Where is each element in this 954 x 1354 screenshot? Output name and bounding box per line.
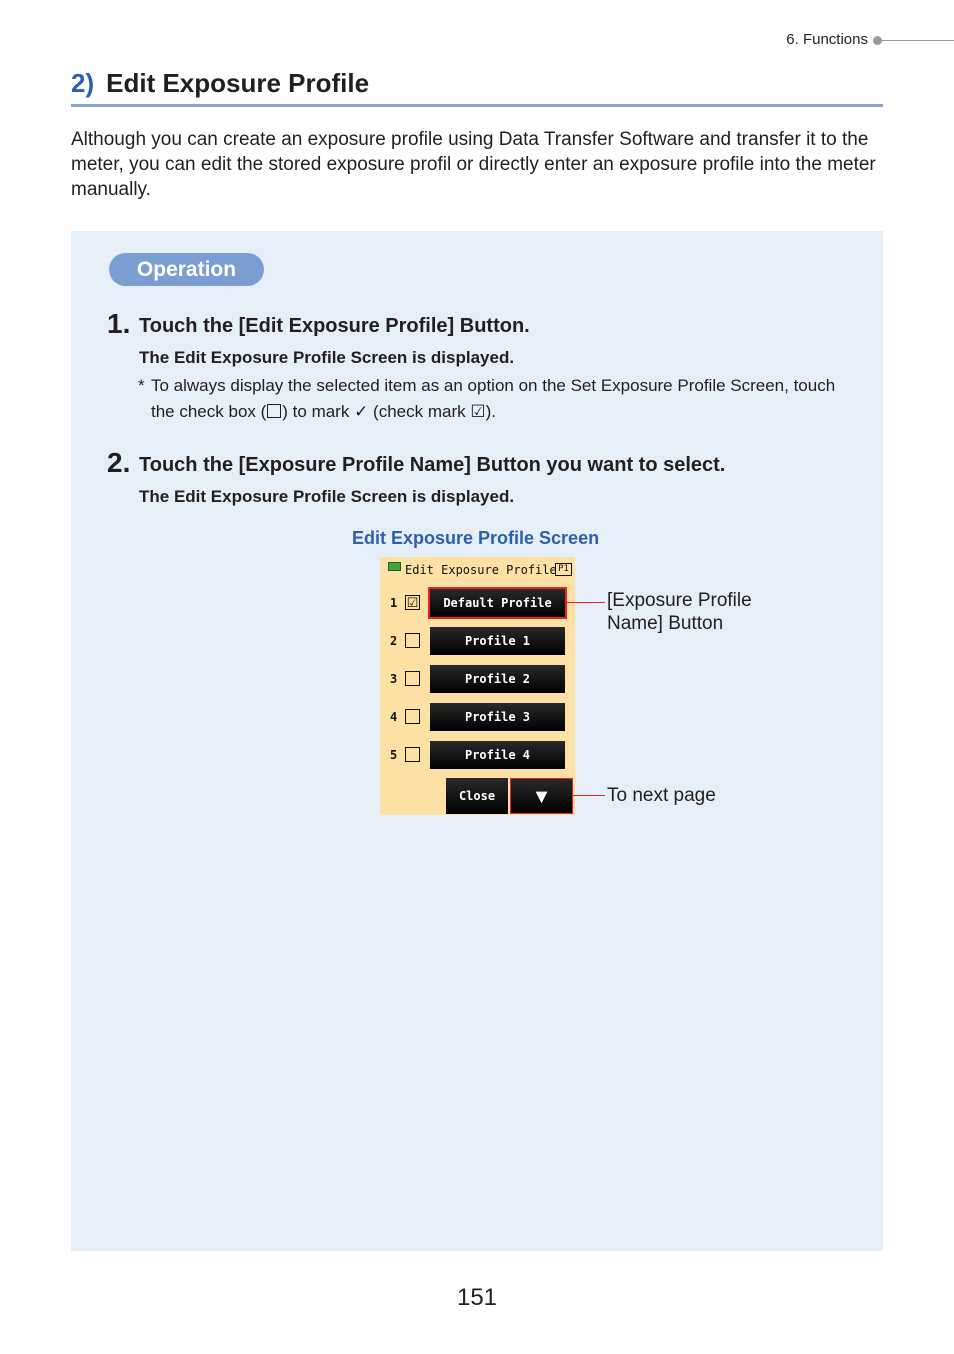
row-number: 2	[390, 634, 398, 648]
row-number: 4	[390, 710, 398, 724]
exposure-profile-name-button[interactable]: Profile 4	[430, 741, 565, 769]
section-title	[71, 68, 369, 99]
header-dot-icon	[873, 36, 882, 45]
step-2-title: Touch the [Exposure Profile Name] Button you want to select.	[139, 454, 726, 476]
down-arrow-icon: ▼	[531, 786, 552, 808]
callout-profile-name: [Exposure Profile Name] Button	[607, 590, 752, 634]
section-title-text: Edit Exposure Profile	[106, 68, 370, 98]
row-number: 3	[390, 672, 398, 686]
operation-panel	[71, 231, 883, 1251]
profile-checkbox[interactable]	[405, 671, 420, 686]
step-2-result: The Edit Exposure Profile Screen is displayed.	[139, 487, 515, 506]
row-number: 1	[390, 596, 398, 610]
step-1-note	[138, 373, 858, 425]
screen-caption: Edit Exposure Profile Screen	[352, 528, 600, 548]
page-number: 151	[456, 1284, 498, 1311]
profile-checkbox[interactable]	[405, 709, 420, 724]
checked-checkbox-icon: ☑	[470, 402, 486, 421]
exposure-profile-name-button[interactable]: Default Profile	[430, 589, 565, 617]
step-1-title: Touch the [Edit Exposure Profile] Button.	[139, 315, 530, 337]
profile-row	[380, 665, 575, 693]
empty-checkbox-icon	[267, 404, 281, 418]
step-1-number: 1.	[107, 308, 131, 339]
row-number: 5	[390, 748, 398, 762]
note-text-part: (check mark	[368, 402, 471, 421]
page-badge: P1	[555, 563, 572, 576]
check-mark-icon: ✓	[354, 402, 369, 421]
header-rule	[882, 40, 954, 41]
close-button[interactable]: Close	[446, 778, 508, 814]
callout-next-page: To next page	[607, 785, 716, 806]
device-screen-title: Edit Exposure Profile	[405, 563, 557, 577]
profile-row	[380, 627, 575, 655]
note-text	[138, 373, 858, 425]
note-asterisk: *	[138, 376, 145, 395]
profile-checkbox[interactable]: ☑	[406, 595, 419, 610]
chapter-header: 6. Functions	[786, 31, 868, 48]
profile-row	[380, 589, 575, 617]
profile-row	[380, 703, 575, 731]
battery-icon	[388, 562, 401, 571]
note-text-part: ).	[485, 402, 496, 421]
section-number: 2)	[71, 68, 95, 98]
profile-row	[380, 741, 575, 769]
step-1-result: The Edit Exposure Profile Screen is displayed.	[139, 348, 515, 367]
note-text-part: To always display the selected item as an option on the Set Exposure Profile Screen, touch the check box (	[151, 376, 836, 421]
callout-line-next-page	[573, 795, 605, 796]
exposure-profile-name-button[interactable]: Profile 2	[430, 665, 565, 693]
device-screen	[380, 557, 575, 815]
device-title-bar	[388, 562, 557, 578]
profile-checkbox[interactable]	[405, 633, 420, 648]
note-text-part: ) to mark	[282, 402, 355, 421]
operation-label: Operation	[109, 253, 264, 286]
next-page-button[interactable]	[510, 778, 573, 814]
step-2-number: 2.	[107, 447, 131, 478]
callout-line-profile-name	[567, 602, 605, 603]
intro-paragraph: Although you can create an exposure profile using Data Transfer Software and transfer it to the meter, you can edit the stored exposure profil or directly enter an exposure profile into the meter manually.	[71, 129, 876, 200]
exposure-profile-name-button[interactable]: Profile 3	[430, 703, 565, 731]
profile-checkbox[interactable]	[405, 747, 420, 762]
title-rule	[71, 104, 883, 107]
exposure-profile-name-button[interactable]: Profile 1	[430, 627, 565, 655]
